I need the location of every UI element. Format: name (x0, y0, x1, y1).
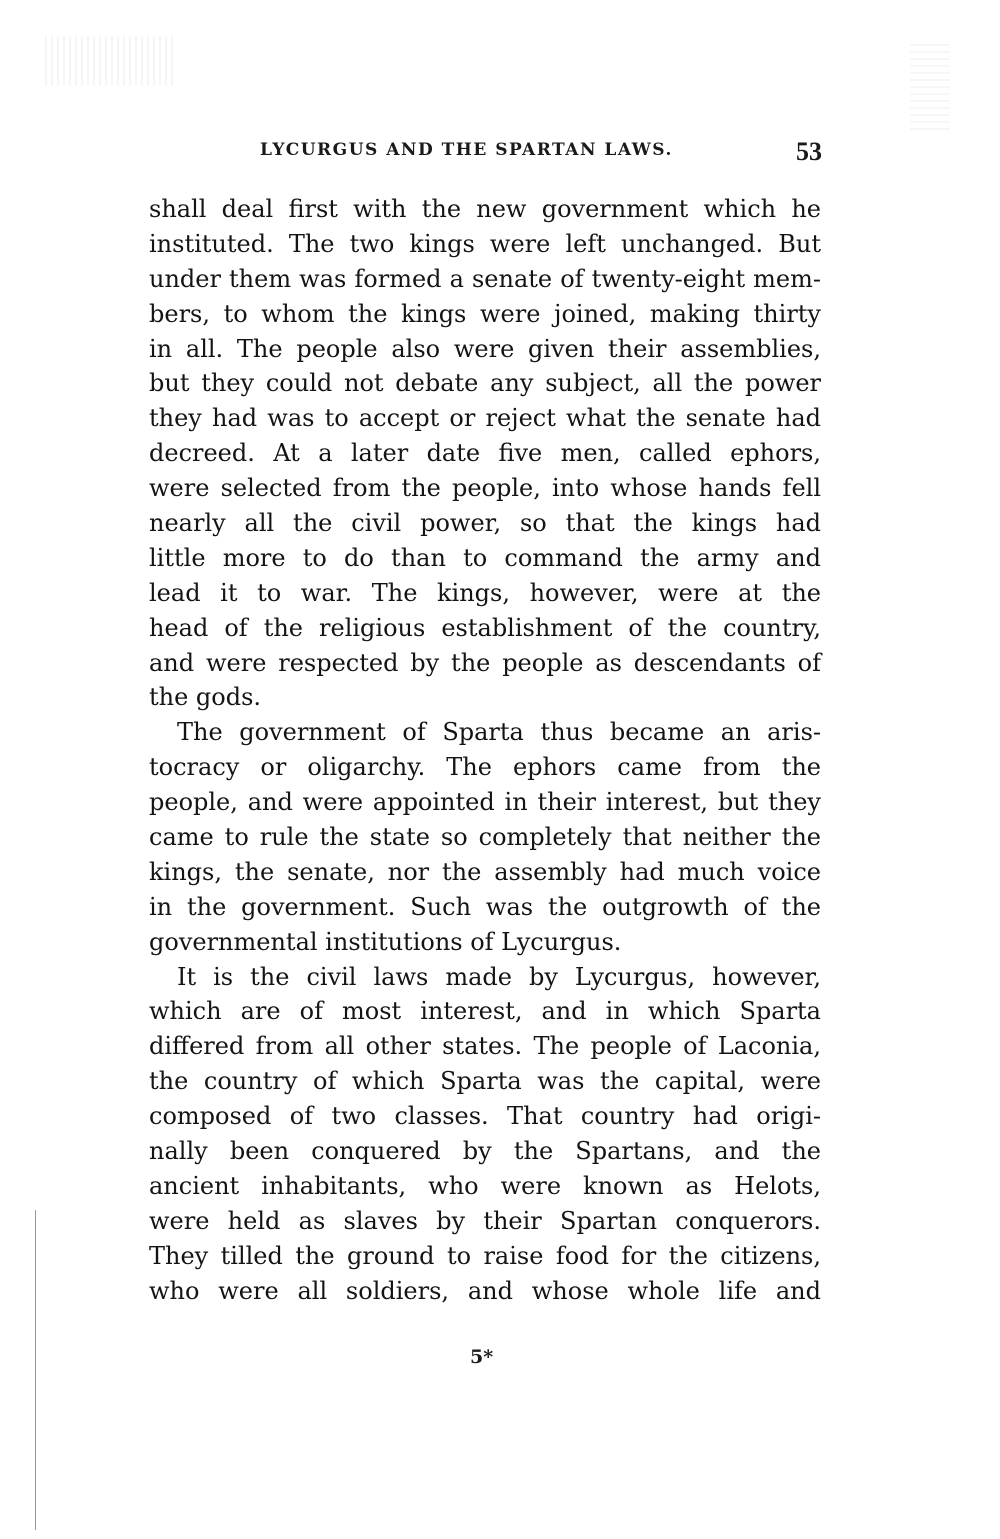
text-line: nally been conquered by the Spartans, and the (149, 1137, 821, 1166)
text-line: head of the religious establishment of the country, (149, 613, 821, 642)
text-line: were held as slaves by their Spartan conquerors. (149, 1206, 821, 1235)
text-line: shall deal first with the new government which he (149, 195, 821, 223)
text-line: under them was formed a senate of twenty-eight mem- (149, 264, 821, 293)
text-line: The government of Sparta thus became an aris- (177, 718, 821, 747)
text-line: bers, to whom the kings were joined, making thirty (149, 299, 821, 328)
text-line: came to rule the state so completely that neither the (149, 823, 821, 852)
text-line: governmental institutions of Lycurgus. (149, 927, 622, 956)
text-line: instituted. The two kings were left unchanged. But (149, 229, 821, 258)
text-line: in the government. Such was the outgrowth of the (149, 892, 821, 921)
text-line: little more to do than to command the army and (149, 543, 821, 572)
paragraph-1 (149, 192, 821, 715)
text-line: It is the civil laws made by Lycurgus, however, (177, 962, 821, 991)
text-line: decreed. At a later date five men, called ephors, (149, 439, 821, 468)
text-line: lead it to war. The kings, however, were at the (149, 578, 821, 607)
text-line: were selected from the people, into whose hands fell (149, 474, 821, 503)
text-line: differed from all other states. The people of Laconia, (149, 1032, 821, 1061)
page-number: 53 (796, 137, 822, 166)
text-line: which are of most interest, and in which Sparta (149, 997, 821, 1026)
paragraph-3 (149, 960, 821, 1309)
text-line: kings, the senate, nor the assembly had much voice (149, 857, 821, 886)
text-line: the gods. (149, 683, 262, 712)
text-line: nearly all the civil power, so that the kings had (149, 509, 821, 538)
signature-mark: 5* (470, 1346, 494, 1368)
body-text (149, 192, 821, 1309)
text-line: They tilled the ground to raise food for the citizens, (149, 1241, 821, 1270)
running-head: LYCURGUS AND THE SPARTAN LAWS. (260, 140, 673, 160)
text-line: but they could not debate any subject, all the power (149, 369, 821, 398)
text-line: composed of two classes. That country had origi- (149, 1102, 821, 1131)
text-line: people, and were appointed in their interest, but they (149, 788, 821, 817)
text-line: tocracy or oligarchy. The ephors came from the (149, 753, 821, 782)
scan-noise-right (910, 40, 950, 130)
text-line: they had was to accept or reject what the senate had (149, 404, 821, 433)
scan-margin-line (35, 1210, 36, 1530)
text-line: ancient inhabitants, who were known as Helots, (149, 1171, 821, 1200)
scan-noise-top (45, 36, 175, 86)
text-line: in all. The people also were given their assemblies, (149, 334, 821, 363)
text-line: the country of which Sparta was the capital, were (149, 1067, 821, 1096)
page-header (150, 137, 822, 170)
text-line: who were all soldiers, and whose whole life and (149, 1276, 821, 1305)
paragraph-2 (149, 715, 821, 959)
text-line: and were respected by the people as descendants of (149, 648, 821, 677)
